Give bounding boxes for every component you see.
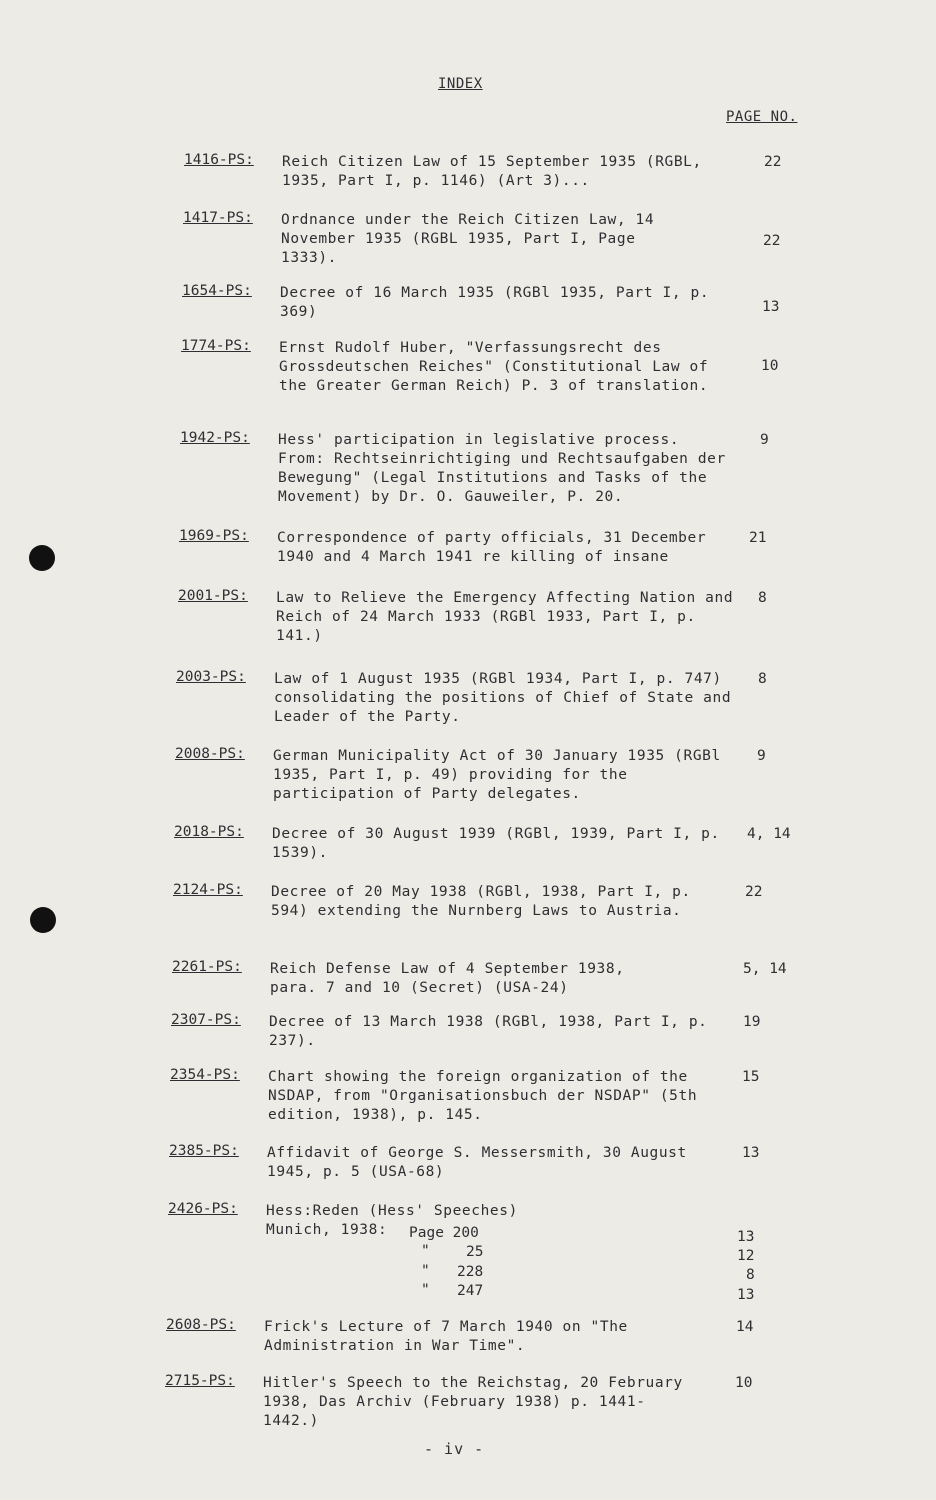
entry-description: Correspondence of party officials, 31 December 1940 and 4 March 1941 re killing of insane [277, 530, 707, 565]
entry-page: 14 [736, 1319, 754, 1335]
entry-page: 22 [745, 884, 763, 900]
speech-page-13: 13 [737, 1229, 755, 1245]
entry-page: 5, 14 [743, 961, 787, 977]
document-code: 2426-PS: [168, 1201, 238, 1217]
entry-description: Frick's Lecture of 7 March 1940 on "The Administration in War Time". [264, 1319, 628, 1354]
entry-page: 21 [749, 530, 767, 546]
document-code: 1774-PS: [181, 338, 251, 354]
document-code: 1416-PS: [184, 152, 254, 168]
entry-page: 10 [761, 358, 779, 374]
document-code: 2003-PS: [176, 669, 246, 685]
entry-description: Reich Defense Law of 4 September 1938, para. 7 and 10 (Secret) (USA-24) [270, 961, 625, 996]
entry-page: 8 [758, 671, 767, 687]
index-title: INDEX [438, 76, 483, 92]
entry-page: 13 [762, 299, 780, 315]
entry-page: 9 [760, 432, 769, 448]
entry-description: Hess:Reden (Hess' Speeches) Munich, 1938: [266, 1203, 518, 1238]
speech-page-12: 12 [737, 1248, 755, 1264]
entry-page: 15 [742, 1069, 760, 1085]
page-number-column-header: PAGE NO. [726, 109, 798, 125]
entry-description: Hess' participation in legislative process. From: Rechtseinrichtiging und Rechtsaufgaben der Bewegung" (Legal Institutions and Tasks of the Movement) by Dr. O. Gauweiler, P. 20. [278, 432, 726, 505]
entry-description: Decree of 20 May 1938 (RGBl, 1938, Part I, p. 594) extending the Nurnberg Laws to Austria. [271, 884, 691, 919]
entry-page: 13 [742, 1145, 760, 1161]
punch-hole-upper [29, 545, 55, 571]
entry-description: Law of 1 August 1935 (RGBl 1934, Part I, p. 747) consolidating the positions of Chief of State and Leader of the Party. [274, 671, 732, 725]
document-code: 2715-PS: [165, 1373, 235, 1389]
document-code: 2261-PS: [172, 959, 242, 975]
speech-ref-25: 25 [466, 1244, 484, 1260]
entry-description: Decree of 13 March 1938 (RGBl, 1938, Part I, p. 237). [269, 1014, 708, 1049]
document-code: 2008-PS: [175, 746, 245, 762]
entry-page: 22 [764, 154, 782, 170]
entry-description: German Municipality Act of 30 January 1935 (RGBl 1935, Part I, p. 49) providing for the participation of Party delegates. [273, 748, 721, 802]
speech-page-label: Page 200 [409, 1225, 479, 1241]
entry-description: Decree of 16 March 1935 (RGBl 1935, Part I, p. 369) [280, 285, 710, 320]
document-code: 1417-PS: [183, 210, 253, 226]
entry-description: Law to Relieve the Emergency Affecting Nation and Reich of 24 March 1933 (RGBl 1933, Part I, p. 141.) [276, 590, 734, 644]
document-code: 1969-PS: [179, 528, 249, 544]
ditto-mark: " [421, 1243, 430, 1259]
page-footer: - iv - [424, 1440, 485, 1458]
document-code: 2385-PS: [169, 1143, 239, 1159]
punch-hole-lower [30, 907, 56, 933]
entry-description: Hitler's Speech to the Reichstag, 20 February 1938, Das Archiv (February 1938) p. 1441-1442.) [263, 1375, 683, 1429]
entry-description: Ordnance under the Reich Citizen Law, 14 November 1935 (RGBL 1935, Part I, Page 1333). [281, 212, 655, 266]
speech-page-13b: 13 [737, 1287, 755, 1303]
document-code: 2124-PS: [173, 882, 243, 898]
entry-description: Reich Citizen Law of 15 September 1935 (RGBL, 1935, Part I, p. 1146) (Art 3)... [282, 154, 702, 189]
ditto-mark: " [421, 1282, 430, 1298]
document-code: 2354-PS: [170, 1067, 240, 1083]
document-code: 2018-PS: [174, 824, 244, 840]
entry-page: 10 [735, 1375, 753, 1391]
entry-description: Chart showing the foreign organization of the NSDAP, from "Organisationsbuch der NSDAP" (5th edition, 1938), p. 145. [268, 1069, 698, 1123]
document-code: 1654-PS: [182, 283, 252, 299]
speech-page-8: 8 [746, 1267, 755, 1283]
entry-description: Decree of 30 August 1939 (RGBl, 1939, Part I, p. 1539). [272, 826, 720, 861]
document-code: 2608-PS: [166, 1317, 236, 1333]
entry-page: 22 [763, 233, 781, 249]
entry-page: 8 [758, 590, 767, 606]
speech-ref-247: 247 [457, 1283, 484, 1299]
document-code: 2307-PS: [171, 1012, 241, 1028]
document-code: 2001-PS: [178, 588, 248, 604]
entry-description: Ernst Rudolf Huber, "Verfassungsrecht des Grossdeutschen Reiches" (Constitutional Law of the Greater German Reich) P. 3 of translation. [279, 340, 709, 394]
entry-page: 9 [757, 748, 766, 764]
speech-ref-228: 228 [457, 1264, 484, 1280]
document-code: 1942-PS: [180, 430, 250, 446]
entry-description: Affidavit of George S. Messersmith, 30 August 1945, p. 5 (USA-68) [267, 1145, 687, 1180]
entry-page: 4, 14 [747, 826, 791, 842]
entry-page: 19 [743, 1014, 761, 1030]
ditto-mark: " [421, 1263, 430, 1279]
